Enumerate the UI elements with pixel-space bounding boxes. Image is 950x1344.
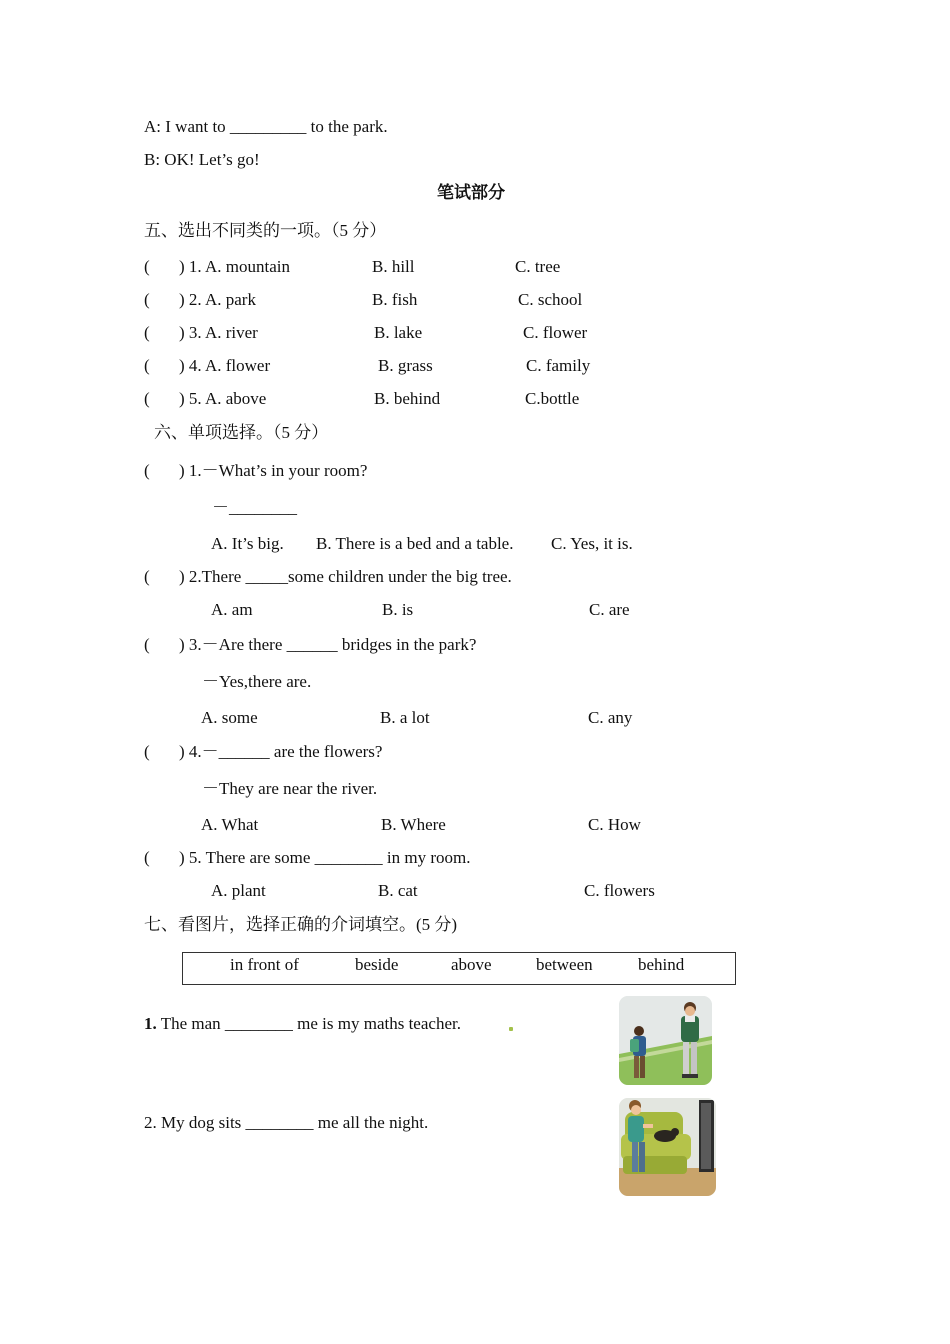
option-a: A. What	[201, 815, 259, 834]
option-b: B. a lot	[380, 708, 430, 727]
question-stem: ) 1.－What’s in your room?	[179, 461, 368, 480]
section6-heading: 六、单项选择。（5 分）	[154, 423, 329, 442]
item-option-a: ) 3. A. river	[179, 323, 258, 342]
option-c: C. Yes, it is.	[551, 534, 633, 553]
answer-paren: (	[144, 389, 150, 408]
question-text: The man ________ me is my maths teacher.	[156, 1014, 461, 1033]
item-option-c: C. flower	[523, 323, 588, 342]
section7-question-2: 2. My dog sits ________ me all the night.	[144, 1113, 429, 1132]
option-a: A. am	[211, 600, 253, 619]
option-a: A. It’s big.	[211, 534, 284, 553]
item-option-b: B. lake	[374, 323, 423, 342]
green-dot-mark	[509, 1027, 513, 1031]
answer-paren: (	[144, 848, 150, 867]
item-option-a: ) 1. A. mountain	[179, 257, 290, 276]
question-stem: ) 2.There _____some children under the big tree.	[179, 567, 512, 586]
item-option-b: B. behind	[374, 389, 441, 408]
item-option-b: B. grass	[378, 356, 433, 375]
answer-paren: (	[144, 635, 150, 654]
option-c: C. any	[588, 708, 633, 727]
option-a: A. plant	[211, 881, 266, 900]
option-b: B. cat	[378, 881, 418, 900]
answer-paren: (	[144, 356, 150, 375]
answer-paren: (	[144, 461, 150, 480]
item-option-b: B. fish	[372, 290, 418, 309]
question-stem: ) 4.－______ are the flowers?	[179, 742, 383, 761]
option-c: C. How	[588, 815, 641, 834]
item-option-b: B. hill	[372, 257, 415, 276]
item-option-c: C. family	[526, 356, 591, 375]
answer-paren: (	[144, 742, 150, 761]
option-b: B. is	[382, 600, 414, 619]
people-illustration	[619, 996, 712, 1085]
question-stem: ) 5. There are some ________ in my room.	[179, 848, 471, 867]
item-option-c: C. school	[518, 290, 583, 309]
sofa-illustration	[619, 1098, 716, 1196]
picture-boy-dog-sofa	[619, 1098, 716, 1196]
answer-line: －________	[212, 498, 297, 517]
word-bank-item: beside	[355, 955, 399, 974]
option-b: B. Where	[381, 815, 446, 834]
question-stem: ) 3.－Are there ______ bridges in the park?	[179, 635, 477, 654]
option-b: B. There is a bed and a table.	[316, 534, 514, 553]
dialogue-a-line: A: I want to _________ to the park.	[144, 117, 388, 136]
picture-teacher-behind-student	[619, 996, 712, 1085]
item-option-a: ) 4. A. flower	[179, 356, 271, 375]
answer-paren: (	[144, 567, 150, 586]
question-number: 1.	[144, 1014, 157, 1033]
word-bank-item: between	[536, 955, 593, 974]
answer-paren: (	[144, 257, 150, 276]
answer-paren: (	[144, 290, 150, 309]
word-bank-item: in front of	[230, 955, 299, 974]
dialogue-b-line: B: OK! Let’s go!	[144, 150, 260, 169]
option-c: C. are	[589, 600, 630, 619]
word-bank-item: above	[451, 955, 492, 974]
answer-paren: (	[144, 323, 150, 342]
answer-line: －Yes,there are.	[202, 672, 312, 691]
section5-heading: 五、选出不同类的一项。（5 分）	[144, 221, 387, 240]
section7-question-1	[144, 1015, 461, 1032]
word-bank-item: behind	[638, 955, 685, 974]
written-part-title: 笔试部分	[437, 183, 505, 202]
item-option-c: C. tree	[515, 257, 561, 276]
option-c: C. flowers	[584, 881, 655, 900]
item-option-c: C.bottle	[525, 389, 580, 408]
section7-heading: 七、看图片，选择正确的介词填空。(5 分)	[144, 915, 458, 934]
answer-line: －They are near the river.	[202, 779, 378, 798]
item-option-a: ) 2. A. park	[179, 290, 256, 309]
option-a: A. some	[201, 708, 258, 727]
item-option-a: ) 5. A. above	[179, 389, 267, 408]
